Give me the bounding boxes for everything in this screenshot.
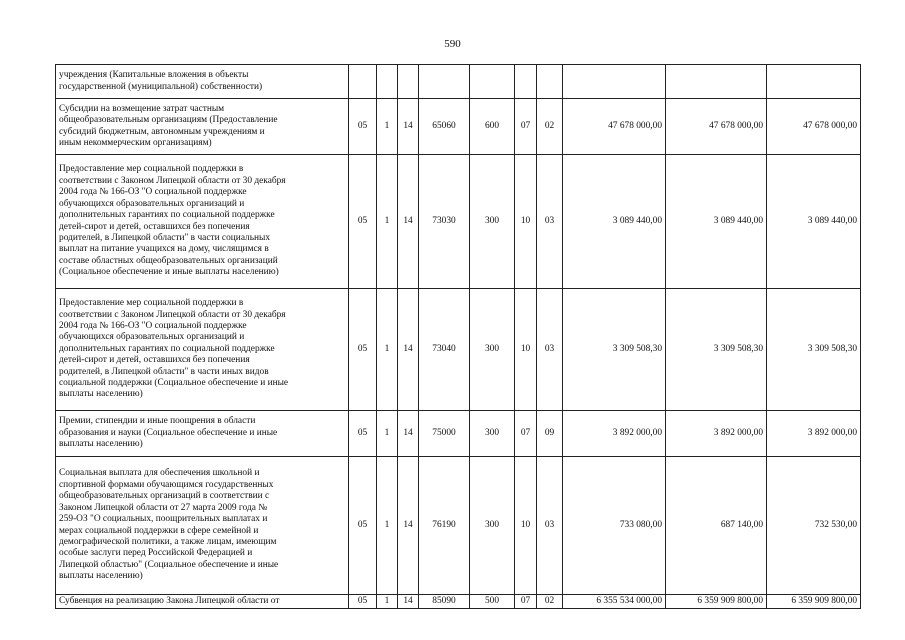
description-line: соответствии с Законом Липецкой области от 30 декабря xyxy=(59,309,286,320)
code-cell: 14 xyxy=(398,595,419,609)
code-cell xyxy=(515,65,537,99)
code-cell: 500 xyxy=(470,595,515,609)
code-cell: 05 xyxy=(349,411,377,457)
description-line: образования и науки (Социальное обеспечение и иные xyxy=(59,427,278,438)
description-line: 2004 года № 166-ОЗ "О социальной поддержке xyxy=(59,187,247,198)
code-cell xyxy=(377,65,398,99)
code-cell xyxy=(537,65,563,99)
code-cell: 600 xyxy=(470,99,515,155)
code-cell: 75000 xyxy=(419,411,470,457)
description-line: Законом Липецкой области от 27 марта 2009 года № xyxy=(59,502,268,513)
code-cell: 02 xyxy=(537,595,563,609)
code-cell: 1 xyxy=(377,155,398,289)
code-cell: 03 xyxy=(537,289,563,411)
code-cell: 300 xyxy=(470,289,515,411)
code-cell: 76190 xyxy=(419,457,470,595)
amount-cell: 3 089 440,00 xyxy=(563,155,666,289)
amount-cell: 6 359 909 800,00 xyxy=(767,595,861,609)
code-cell: 05 xyxy=(349,155,377,289)
amount-cell xyxy=(767,65,861,99)
description-line: учреждения (Капитальные вложения в объекты xyxy=(59,70,249,81)
row-description xyxy=(56,595,349,609)
table-body xyxy=(56,65,861,609)
row-description xyxy=(56,411,349,457)
code-cell: 09 xyxy=(537,411,563,457)
description-line: общеобразовательных организаций в соответствии с xyxy=(59,491,270,502)
code-cell: 07 xyxy=(515,411,537,457)
description-line: мерах социальной поддержки в сфере семейной и xyxy=(59,525,259,536)
description-line: общеобразовательным организациям (Предоставление xyxy=(59,115,278,126)
code-cell: 300 xyxy=(470,411,515,457)
description-line: Липецкой областью" (Социальное обеспечение и иные xyxy=(59,559,279,570)
code-cell: 05 xyxy=(349,457,377,595)
description-line: детей-сирот и детей, оставшихся без попечения xyxy=(59,221,250,232)
amount-cell: 47 678 000,00 xyxy=(666,99,767,155)
amount-cell: 733 080,00 xyxy=(563,457,666,595)
description-line: Премии, стипендии и иные поощрения в области xyxy=(59,416,256,427)
description-line: родителей, в Липецкой области" в части социальных xyxy=(59,232,271,243)
description-line: родителей, в Липецкой области" в части иных видов xyxy=(59,366,269,377)
description-line: 259-ОЗ "О социальных, поощрительных выплатах и xyxy=(59,514,268,525)
code-cell: 07 xyxy=(515,99,537,155)
description-line: спортивной формами обучающимся государственных xyxy=(59,479,274,490)
code-cell: 10 xyxy=(515,289,537,411)
description-line: обучающихся образовательных организаций и xyxy=(59,198,245,209)
description-line: выплаты населению) xyxy=(59,571,143,582)
description-line: субсидий бюджетным, автономным учреждениям и xyxy=(59,126,265,137)
table-row xyxy=(56,595,861,609)
code-cell: 73030 xyxy=(419,155,470,289)
row-description xyxy=(56,65,349,99)
description-line: составе областных общеобразовательных организаций xyxy=(59,255,278,266)
amount-cell: 47 678 000,00 xyxy=(563,99,666,155)
code-cell: 03 xyxy=(537,155,563,289)
description-line: демографической политики, а также лицам, имеющим xyxy=(59,536,277,547)
budget-table xyxy=(55,64,861,609)
amount-cell: 687 140,00 xyxy=(666,457,767,595)
description-line: особые заслуги перед Российской Федерацией и xyxy=(59,548,253,559)
code-cell: 14 xyxy=(398,99,419,155)
description-line: социальной поддержки (Социальное обеспечение и иные xyxy=(59,378,289,389)
amount-cell xyxy=(666,65,767,99)
description-line: обучающихся образовательных организаций и xyxy=(59,332,245,343)
code-cell: 03 xyxy=(537,457,563,595)
amount-cell: 3 309 508,30 xyxy=(666,289,767,411)
code-cell: 1 xyxy=(377,99,398,155)
amount-cell: 3 892 000,00 xyxy=(666,411,767,457)
description-line: иным некоммерческим организациям) xyxy=(59,137,212,148)
amount-cell: 732 530,00 xyxy=(767,457,861,595)
description-line: выплаты населению) xyxy=(59,389,143,400)
amount-cell: 3 309 508,30 xyxy=(767,289,861,411)
description-line: Предоставление мер социальной поддержки в xyxy=(59,298,244,309)
code-cell: 1 xyxy=(377,457,398,595)
table-row xyxy=(56,65,861,99)
code-cell xyxy=(349,65,377,99)
amount-cell: 47 678 000,00 xyxy=(767,99,861,155)
amount-cell: 3 892 000,00 xyxy=(767,411,861,457)
amount-cell: 3 089 440,00 xyxy=(767,155,861,289)
code-cell: 14 xyxy=(398,155,419,289)
code-cell: 10 xyxy=(515,457,537,595)
description-line: выплаты населению) xyxy=(59,439,143,450)
row-description xyxy=(56,99,349,155)
code-cell: 05 xyxy=(349,99,377,155)
code-cell: 05 xyxy=(349,595,377,609)
page-number: 590 xyxy=(444,38,461,50)
description-line: дополнительных гарантиях по социальной поддержке xyxy=(59,210,275,221)
table-row xyxy=(56,411,861,457)
amount-cell: 3 892 000,00 xyxy=(563,411,666,457)
amount-cell xyxy=(563,65,666,99)
amount-cell: 6 355 534 000,00 xyxy=(563,595,666,609)
table-row xyxy=(56,155,861,289)
description-line: 2004 года № 166-ОЗ "О социальной поддержке xyxy=(59,320,247,331)
code-cell: 1 xyxy=(377,595,398,609)
code-cell: 1 xyxy=(377,289,398,411)
description-line: детей-сирот и детей, оставшихся без попечения xyxy=(59,355,250,366)
row-description xyxy=(56,289,349,411)
amount-cell: 6 359 909 800,00 xyxy=(666,595,767,609)
row-description xyxy=(56,155,349,289)
description-line: дополнительных гарантиях по социальной поддержке xyxy=(59,343,275,354)
code-cell: 14 xyxy=(398,411,419,457)
code-cell: 300 xyxy=(470,457,515,595)
description-line: выплат на питание учащихся на дому, числящимся в xyxy=(59,244,269,255)
code-cell xyxy=(470,65,515,99)
table-row xyxy=(56,99,861,155)
code-cell: 07 xyxy=(515,595,537,609)
description-line: Субвенция на реализацию Закона Липецкой области от xyxy=(59,595,280,606)
description-line: (Социальное обеспечение и иные выплаты населению) xyxy=(59,267,279,278)
description-line: государственной (муниципальной) собственности) xyxy=(59,81,263,92)
code-cell: 73040 xyxy=(419,289,470,411)
code-cell: 85090 xyxy=(419,595,470,609)
code-cell: 300 xyxy=(470,155,515,289)
description-line: Субсидии на возмещение затрат частным xyxy=(59,103,225,114)
table-row xyxy=(56,457,861,595)
description-line: соответствии с Законом Липецкой области от 30 декабря xyxy=(59,175,286,186)
description-line: Социальная выплата для обеспечения школьной и xyxy=(59,468,260,479)
code-cell: 14 xyxy=(398,457,419,595)
table-row xyxy=(56,289,861,411)
code-cell: 05 xyxy=(349,289,377,411)
code-cell: 65060 xyxy=(419,99,470,155)
code-cell xyxy=(419,65,470,99)
row-description xyxy=(56,457,349,595)
amount-cell: 3 089 440,00 xyxy=(666,155,767,289)
code-cell xyxy=(398,65,419,99)
code-cell: 1 xyxy=(377,411,398,457)
code-cell: 10 xyxy=(515,155,537,289)
description-line: Предоставление мер социальной поддержки в xyxy=(59,164,244,175)
code-cell: 14 xyxy=(398,289,419,411)
code-cell: 02 xyxy=(537,99,563,155)
amount-cell: 3 309 508,30 xyxy=(563,289,666,411)
